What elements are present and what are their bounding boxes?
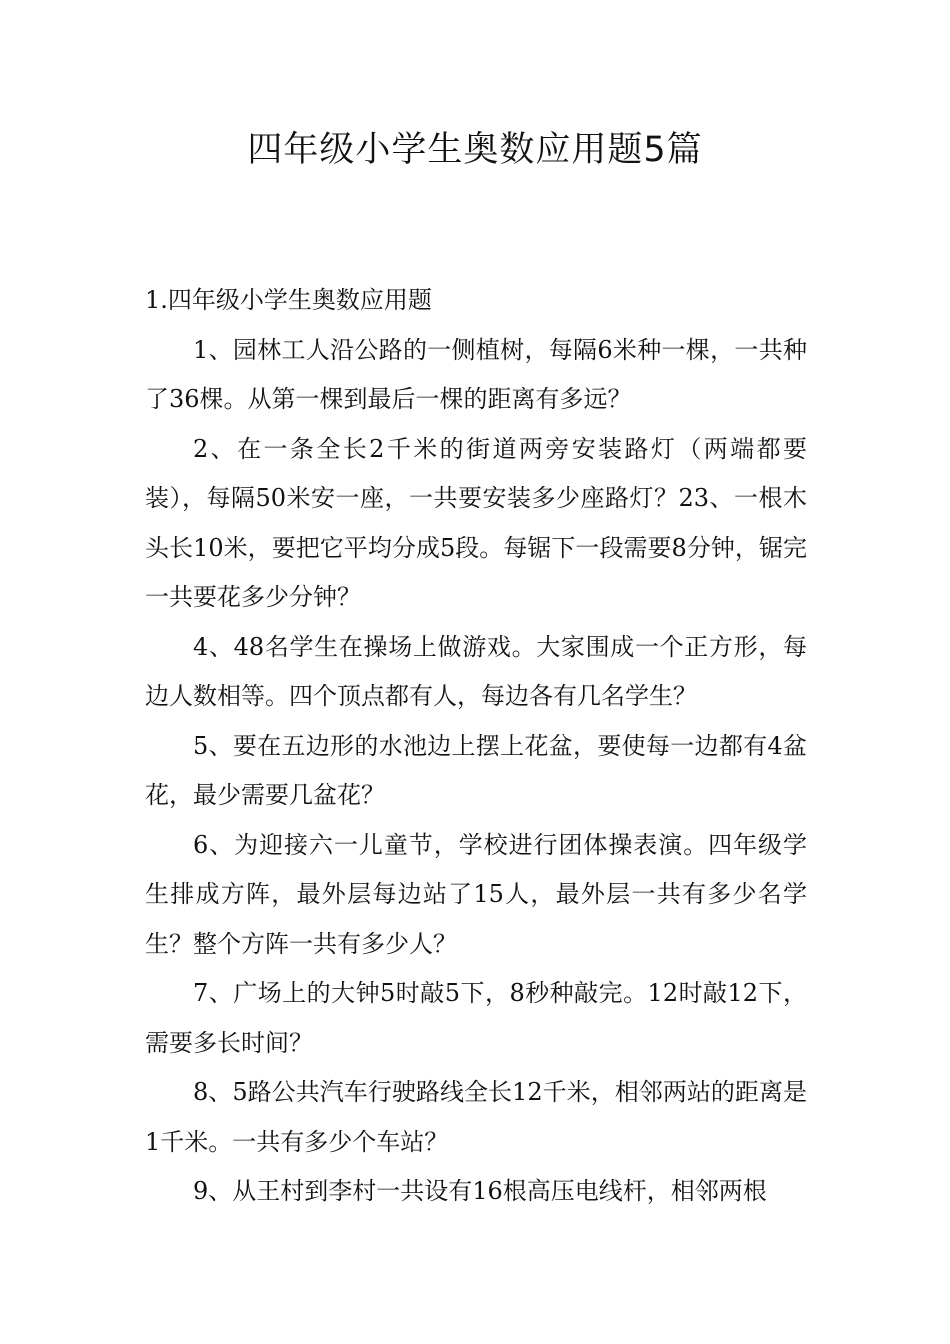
problem-paragraph-1: 1、园林工人沿公路的一侧植树，每隔6米种一棵，一共种了36棵。从第一棵到最后一棵的距离有多远？ xyxy=(145,335,807,413)
document-body xyxy=(145,276,807,1217)
problem-paragraph-7: 7、广场上的大钟5时敲5下，8秒种敲完。12时敲12下，需要多长时间？ xyxy=(145,979,807,1057)
problem-paragraph-4: 4、48名学生在操场上做游戏。大家围成一个正方形，每边人数相等。四个顶点都有人，每边各有几名学生？ xyxy=(145,632,807,710)
problem-paragraph-5: 5、要在五边形的水池边上摆上花盆，要使每一边都有4盆花，最少需要几盆花？ xyxy=(145,731,807,809)
document-title: 四年级小学生奥数应用题5篇 xyxy=(247,130,703,170)
problem-paragraph-8: 8、5路公共汽车行驶路线全长12千米，相邻两站的距离是1千米。一共有多少个车站？ xyxy=(145,1078,807,1156)
problem-paragraph-2-3: 2、在一条全长2千米的街道两旁安装路灯（两端都要装），每隔50米安一座，一共要安装多少座路灯？23、一根木头长10米，要把它平均分成5段。每锯下一段需要8分钟，锯完一共要花多少分钟？ xyxy=(145,434,807,611)
section-heading: 1.四年级小学生奥数应用题 xyxy=(145,286,432,314)
problem-paragraph-6: 6、为迎接六一儿童节，学校进行团体操表演。四年级学生排成方阵，最外层每边站了15人，最外层一共有多少名学生？整个方阵一共有多少人？ xyxy=(145,830,807,958)
problem-paragraph-9: 9、从王村到李村一共设有16根高压电线杆，相邻两根 xyxy=(193,1177,767,1205)
